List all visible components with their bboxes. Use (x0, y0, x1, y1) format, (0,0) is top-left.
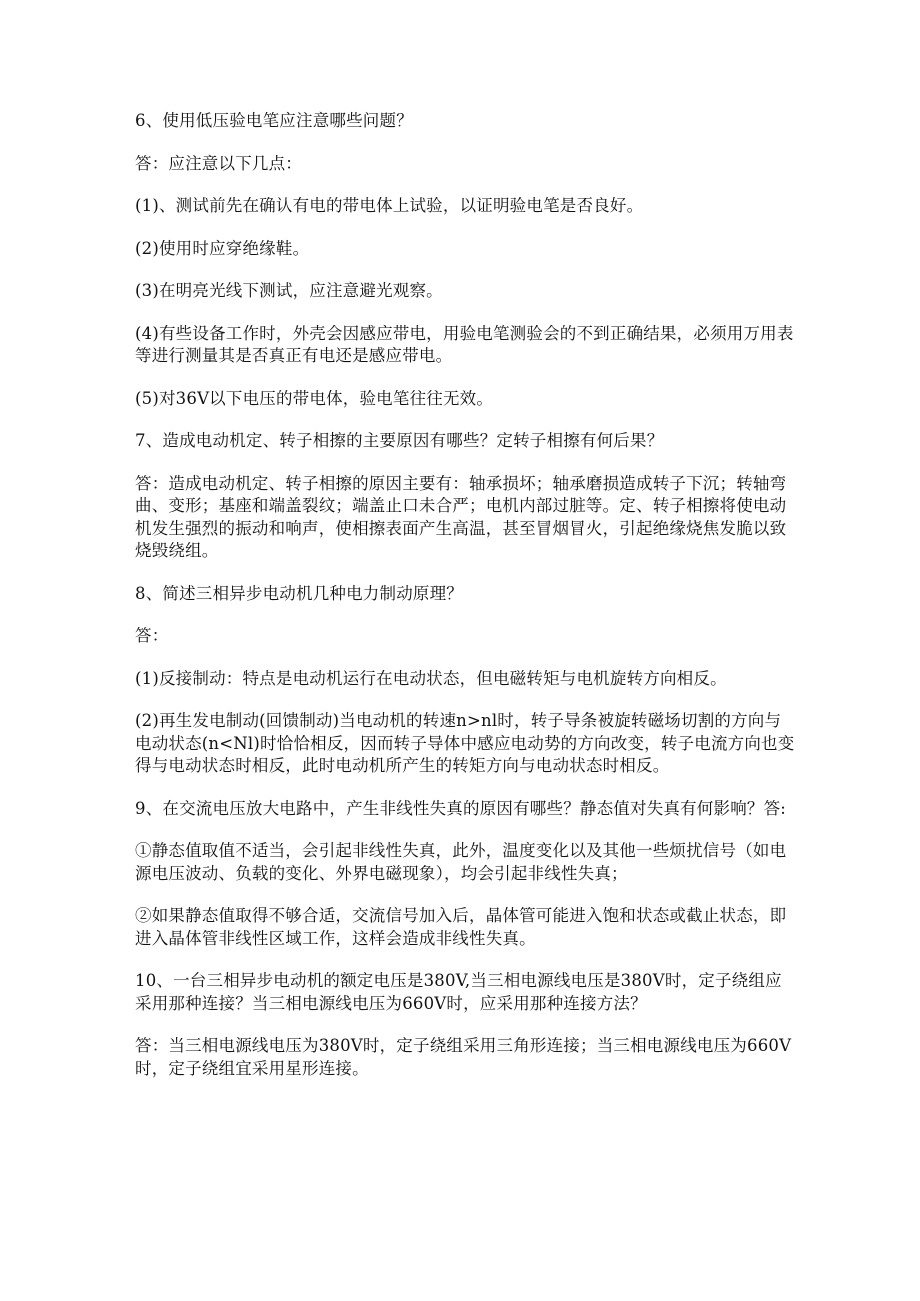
answer-8-point-2: (2)再生发电制动(回馈制动)当电动机的转速n>nl时，转子导条被旋转磁场切割的方向与电动状态(n<Nl)时恰恰相反，因而转子导体中感应电动势的方向改变，转子电流方向也变得与电动状态时相反，此时电动机所产生的转矩方向与电动状态时相反。 (135, 711, 795, 775)
answer-6-point-1: (1)、测试前先在确认有电的带电体上试验，以证明验电笔是否良好。 (135, 196, 644, 215)
answer-9-point-2: ②如果静态值取得不够合适，交流信号加入后，晶体管可能进入饱和状态或截止状态，即进入晶体管非线性区域工作，这样会造成非线性失真。 (135, 906, 787, 948)
document-page (135, 110, 795, 1100)
question-8: 8、简述三相异步电动机几种电力制动原理？ (135, 583, 463, 603)
answer-7: 答：造成电动机定、转子相擦的原因主要有：轴承损坏；轴承磨损造成转子下沉；转轴弯曲、变形；基座和端盖裂纹；端盖止口未合严；电机内部过脏等。定、转子相擦将使电动机发生强烈的振动和响声，使相擦表面产生高温，甚至冒烟冒火，引起绝缘烧焦发脆以致烧毁绕组。 (135, 473, 787, 560)
answer-6-point-2: (2)使用时应穿绝缘鞋。 (135, 238, 310, 258)
question-9: 9、在交流电压放大电路中，产生非线性失真的原因有哪些？静态值对失真有何影响？答: (135, 798, 787, 818)
answer-6-point-4: (4)有些设备工作时，外壳会因感应带电，用验电笔测验会的不到正确结果，必须用万用表等进行测量其是否真正有电还是感应带电。 (135, 323, 794, 365)
answer-6-point-3: (3)在明亮光线下测试，应注意避光观察。 (135, 281, 443, 300)
answer-10: 答：当三相电源线电压为380V时，定子绕组采用三角形连接；当三相电源线电压为660V时，定子绕组宜采用星形连接。 (135, 1036, 792, 1078)
question-6: 6、使用低压验电笔应注意哪些问题？ (135, 111, 413, 130)
answer-8-intro: 答： (135, 626, 169, 645)
answer-9-point-1: ①静态值取值不适当，会引起非线性失真，此外，温度变化以及其他一些烦扰信号（如电源电压波动、负载的变化、外界电磁现象），均会引起非线性失真； (135, 841, 787, 883)
question-10: 10、一台三相异步电动机的额定电压是380V,当三相电源线电压是380V时，定子绕组应采用那种连接？当三相电源线电压为660V时，应采用那种连接方法？ (135, 971, 782, 1013)
answer-6-intro: 答：应注意以下几点： (135, 153, 302, 173)
question-7: 7、造成电动机定、转子相擦的主要原因有哪些？定转子相擦有何后果？ (135, 431, 664, 450)
answer-6-point-5: (5)对36V以下电压的带电体，验电笔往往无效。 (135, 388, 494, 408)
answer-8-point-1: (1)反接制动：特点是电动机运行在电动状态，但电磁转矩与电机旋转方向相反。 (135, 668, 727, 688)
